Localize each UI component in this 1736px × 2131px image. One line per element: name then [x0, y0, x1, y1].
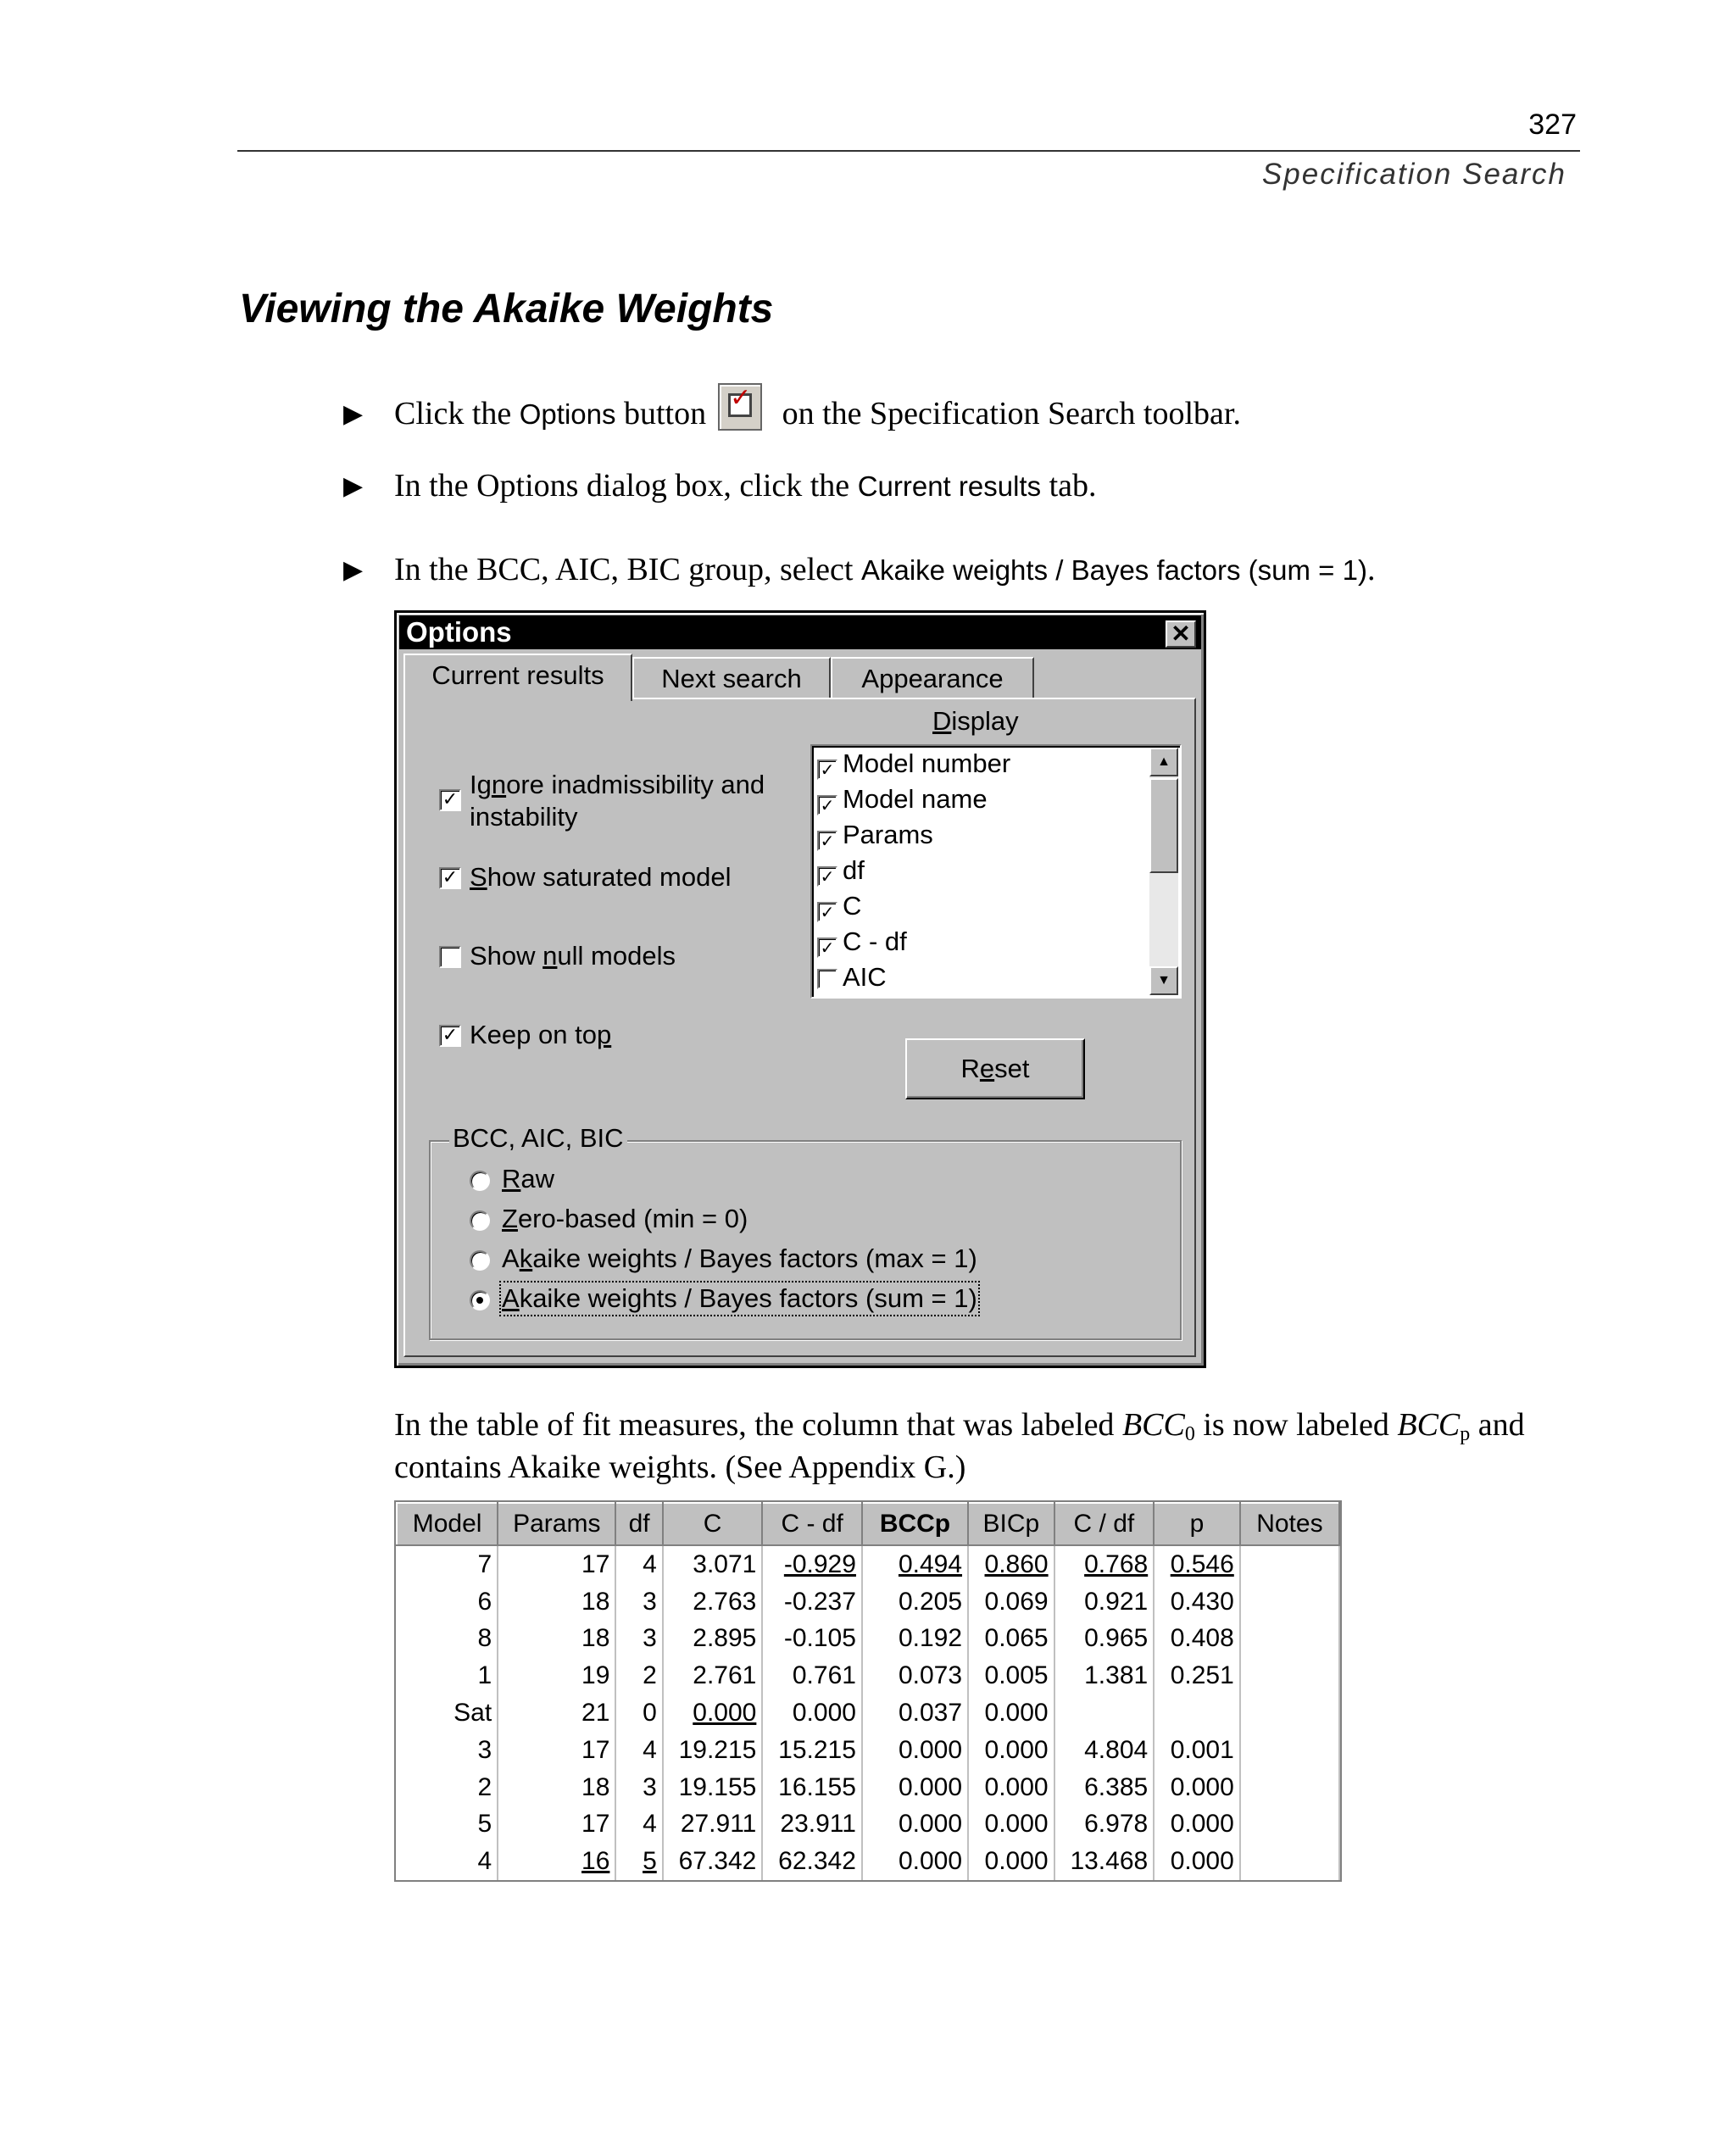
ignore-inadmissibility-checkbox[interactable]: ✓ — [439, 789, 461, 811]
table-cell: 0.000 — [862, 1732, 968, 1769]
zero-based-radio[interactable] — [470, 1210, 490, 1231]
table-cell: 0.761 — [762, 1657, 862, 1694]
table-cell: 5 — [397, 1806, 498, 1844]
scroll-up-button[interactable] — [1149, 748, 1178, 776]
display-listbox[interactable] — [810, 744, 1182, 999]
table-cell — [1240, 1621, 1339, 1658]
running-head: Specification Search — [1261, 158, 1566, 191]
column-header[interactable]: Notes — [1240, 1503, 1339, 1545]
table-cell: 0.000 — [862, 1843, 968, 1880]
table-cell — [1240, 1843, 1339, 1880]
display-item-aic[interactable]: AIC — [817, 960, 887, 995]
display-item-model-number[interactable]: ✓ Model number — [817, 746, 1010, 782]
display-scrollbar[interactable] — [1149, 748, 1178, 995]
tab-appearance[interactable]: Appearance — [831, 657, 1034, 699]
display-item-params[interactable]: ✓ Params — [817, 817, 933, 853]
arrow-down-icon: ▼ — [1157, 973, 1171, 988]
display-item-checkbox[interactable] — [817, 969, 837, 989]
table-cell — [1240, 1583, 1339, 1621]
tab-current-results[interactable]: Current results — [403, 654, 632, 701]
table-cell: 4 — [397, 1843, 498, 1880]
column-header[interactable]: Params — [498, 1503, 615, 1545]
table-cell: 19 — [498, 1657, 615, 1694]
table-cell: 0.768 — [1054, 1545, 1155, 1583]
table-cell — [1054, 1694, 1155, 1732]
table-cell: 0.005 — [968, 1657, 1054, 1694]
table-row[interactable] — [397, 1583, 1339, 1621]
table-cell: 27.911 — [663, 1806, 763, 1844]
show-null-models-label: Show null models — [470, 941, 676, 971]
options-toolbar-icon: ✓ — [718, 383, 762, 431]
tab-next-search[interactable]: Next search — [632, 657, 831, 699]
table-cell: 0.000 — [968, 1769, 1054, 1806]
column-header[interactable]: p — [1154, 1503, 1240, 1545]
table-cell: 7 — [397, 1545, 498, 1583]
display-item-c-df[interactable]: ✓ C - df — [817, 924, 907, 960]
keep-on-top-checkbox[interactable]: ✓ — [439, 1025, 461, 1047]
scroll-thumb[interactable] — [1149, 778, 1178, 873]
table-cell: 1.381 — [1054, 1657, 1155, 1694]
display-item-checkbox[interactable]: ✓ — [817, 938, 837, 958]
table-cell — [1154, 1694, 1240, 1732]
table-cell: 6.978 — [1054, 1806, 1155, 1844]
table-cell: 0.546 — [1154, 1545, 1240, 1583]
table-cell: 0.000 — [968, 1843, 1054, 1880]
fit-measures-table — [394, 1500, 1342, 1882]
table-cell: 0.192 — [862, 1621, 968, 1658]
table-cell: 1 — [397, 1657, 498, 1694]
display-item-checkbox[interactable]: ✓ — [817, 866, 837, 887]
current-results-panel — [403, 698, 1196, 1357]
table-cell: 3.071 — [663, 1545, 763, 1583]
table-cell: 4.804 — [1054, 1732, 1155, 1769]
table-row[interactable] — [397, 1545, 1339, 1583]
column-header[interactable]: BICp — [968, 1503, 1054, 1545]
table-cell: -0.105 — [762, 1621, 862, 1658]
step-2: ▶ In the Options dialog box, click the Current results tab. — [343, 468, 1097, 504]
table-row[interactable] — [397, 1621, 1339, 1658]
zero-based-label: Zero-based (min = 0) — [502, 1204, 748, 1233]
display-label: Display — [932, 706, 1019, 736]
table-cell: 2.763 — [663, 1583, 763, 1621]
table-cell: 0 — [615, 1694, 662, 1732]
display-item-model-name[interactable]: ✓ Model name — [817, 782, 988, 817]
table-cell: 21 — [498, 1694, 615, 1732]
page-number: 327 — [1528, 108, 1577, 141]
column-header[interactable]: C / df — [1054, 1503, 1155, 1545]
table-cell: 3 — [397, 1732, 498, 1769]
table-cell — [1240, 1657, 1339, 1694]
table-header-row — [397, 1503, 1339, 1545]
show-null-models-checkbox[interactable] — [439, 946, 461, 968]
raw-radio[interactable] — [470, 1171, 490, 1191]
triangle-bullet-icon: ▶ — [343, 472, 364, 500]
table-cell: 0.073 — [862, 1657, 968, 1694]
table-cell: 8 — [397, 1621, 498, 1658]
table-row[interactable] — [397, 1806, 1339, 1844]
triangle-bullet-icon: ▶ — [343, 400, 364, 428]
close-button[interactable] — [1166, 620, 1196, 648]
akaike-sum-radio[interactable] — [470, 1290, 490, 1310]
table-cell: 5 — [615, 1843, 662, 1880]
table-cell: 0.494 — [862, 1545, 968, 1583]
table-row[interactable] — [397, 1732, 1339, 1769]
display-item-c[interactable]: ✓ C — [817, 888, 861, 924]
display-item-checkbox[interactable]: ✓ — [817, 902, 837, 922]
table-cell: 62.342 — [762, 1843, 862, 1880]
show-saturated-model-checkbox[interactable]: ✓ — [439, 867, 461, 889]
bcc-aic-bic-group — [429, 1123, 1182, 1340]
table-cell: 0.860 — [968, 1545, 1054, 1583]
table-cell: 16.155 — [762, 1769, 862, 1806]
dialog-titlebar[interactable] — [399, 615, 1201, 649]
table-cell: 13.468 — [1054, 1843, 1155, 1880]
group-title: BCC, AIC, BIC — [449, 1123, 627, 1154]
table-cell: 4 — [615, 1806, 662, 1844]
table-cell: 23.911 — [762, 1806, 862, 1844]
table-cell: 17 — [498, 1732, 615, 1769]
column-header[interactable]: df — [615, 1503, 662, 1545]
table-cell: 2.895 — [663, 1621, 763, 1658]
akaike-max-label: Akaike weights / Bayes factors (max = 1) — [502, 1244, 977, 1273]
table-cell: 67.342 — [663, 1843, 763, 1880]
display-item-checkbox[interactable]: ✓ — [817, 795, 837, 815]
table-cell — [1240, 1694, 1339, 1732]
column-header[interactable]: C — [663, 1503, 763, 1545]
ignore-inadmissibility-label: Ignore inadmissibility and instability — [470, 770, 765, 832]
table-cell: 0.000 — [968, 1732, 1054, 1769]
table-cell: 0.000 — [762, 1694, 862, 1732]
table-cell: -0.237 — [762, 1583, 862, 1621]
table-cell: 0.408 — [1154, 1621, 1240, 1658]
table-row[interactable] — [397, 1769, 1339, 1806]
table-cell: 18 — [498, 1621, 615, 1658]
table-cell: 0.000 — [968, 1694, 1054, 1732]
table-cell: 2 — [397, 1769, 498, 1806]
table-row[interactable] — [397, 1843, 1339, 1880]
table-cell: 0.000 — [1154, 1843, 1240, 1880]
display-item-df[interactable]: ✓ df — [817, 853, 865, 888]
step-1: ▶ Click the Options button ✓ on the Specification Search toolbar. — [343, 383, 1241, 431]
table-cell: 19.215 — [663, 1732, 763, 1769]
dialog-title: Options — [406, 616, 512, 648]
table-cell: 16 — [498, 1843, 615, 1880]
akaike-max-radio[interactable] — [470, 1250, 490, 1271]
table-cell: 0.000 — [862, 1769, 968, 1806]
column-header[interactable]: Model — [397, 1503, 498, 1545]
column-header[interactable]: BCCp — [862, 1503, 968, 1545]
table-cell: 3 — [615, 1769, 662, 1806]
table-cell: 18 — [498, 1769, 615, 1806]
triangle-bullet-icon: ▶ — [343, 556, 364, 584]
table-cell: 3 — [615, 1583, 662, 1621]
akaike-sum-label: Akaike weights / Bayes factors (sum = 1) — [502, 1283, 977, 1313]
display-item-checkbox[interactable]: ✓ — [817, 759, 837, 780]
table-cell — [1240, 1732, 1339, 1769]
table-cell: 0.965 — [1054, 1621, 1155, 1658]
show-saturated-model-label: Show saturated model — [470, 862, 732, 892]
table-cell — [1240, 1545, 1339, 1583]
table-cell: 0.430 — [1154, 1583, 1240, 1621]
table-cell: 0.000 — [1154, 1806, 1240, 1844]
table-cell: 0.000 — [1154, 1769, 1240, 1806]
table-cell: 15.215 — [762, 1732, 862, 1769]
table-cell: 0.037 — [862, 1694, 968, 1732]
table-cell: 0.069 — [968, 1583, 1054, 1621]
table-cell: 6.385 — [1054, 1769, 1155, 1806]
table-cell: 0.065 — [968, 1621, 1054, 1658]
reset-button[interactable]: Reset — [905, 1038, 1085, 1099]
table-cell: 18 — [498, 1583, 615, 1621]
table-cell: 4 — [615, 1545, 662, 1583]
table-cell: 6 — [397, 1583, 498, 1621]
table-cell: 0.001 — [1154, 1732, 1240, 1769]
header-rule — [237, 150, 1580, 152]
table-cell: 4 — [615, 1732, 662, 1769]
step-3: ▶ In the BCC, AIC, BIC group, select Akaike weights / Bayes factors (sum = 1). — [343, 552, 1376, 587]
raw-label: Raw — [502, 1164, 555, 1193]
keep-on-top-label: Keep on top — [470, 1020, 612, 1049]
table-cell: 0.000 — [862, 1806, 968, 1844]
arrow-up-icon: ▲ — [1157, 754, 1171, 769]
table-row[interactable] — [397, 1694, 1339, 1732]
scroll-down-button[interactable] — [1149, 966, 1178, 995]
table-cell: 17 — [498, 1806, 615, 1844]
table-cell: 0.251 — [1154, 1657, 1240, 1694]
table-row[interactable] — [397, 1657, 1339, 1694]
table-cell: 3 — [615, 1621, 662, 1658]
table-cell: 17 — [498, 1545, 615, 1583]
table-cell: Sat — [397, 1694, 498, 1732]
table-cell: 0.000 — [663, 1694, 763, 1732]
table-cell: 2 — [615, 1657, 662, 1694]
column-header[interactable]: C - df — [762, 1503, 862, 1545]
section-title: Viewing the Akaike Weights — [239, 287, 774, 331]
table-cell — [1240, 1769, 1339, 1806]
close-icon: ✕ — [1171, 620, 1191, 647]
table-cell: 2.761 — [663, 1657, 763, 1694]
table-cell: -0.929 — [762, 1545, 862, 1583]
display-item-checkbox[interactable]: ✓ — [817, 831, 837, 851]
options-dialog — [394, 610, 1206, 1368]
table-cell: 0.000 — [968, 1806, 1054, 1844]
table-cell: 19.155 — [663, 1769, 763, 1806]
table-cell — [1240, 1806, 1339, 1844]
table-cell: 0.921 — [1054, 1583, 1155, 1621]
table-cell: 0.205 — [862, 1583, 968, 1621]
body-paragraph: In the table of fit measures, the column that was labeled $BCC_0$ is now labeled $BCC_p$ and contains Akaike weights. (See Appendix G.) — [394, 1407, 1525, 1485]
